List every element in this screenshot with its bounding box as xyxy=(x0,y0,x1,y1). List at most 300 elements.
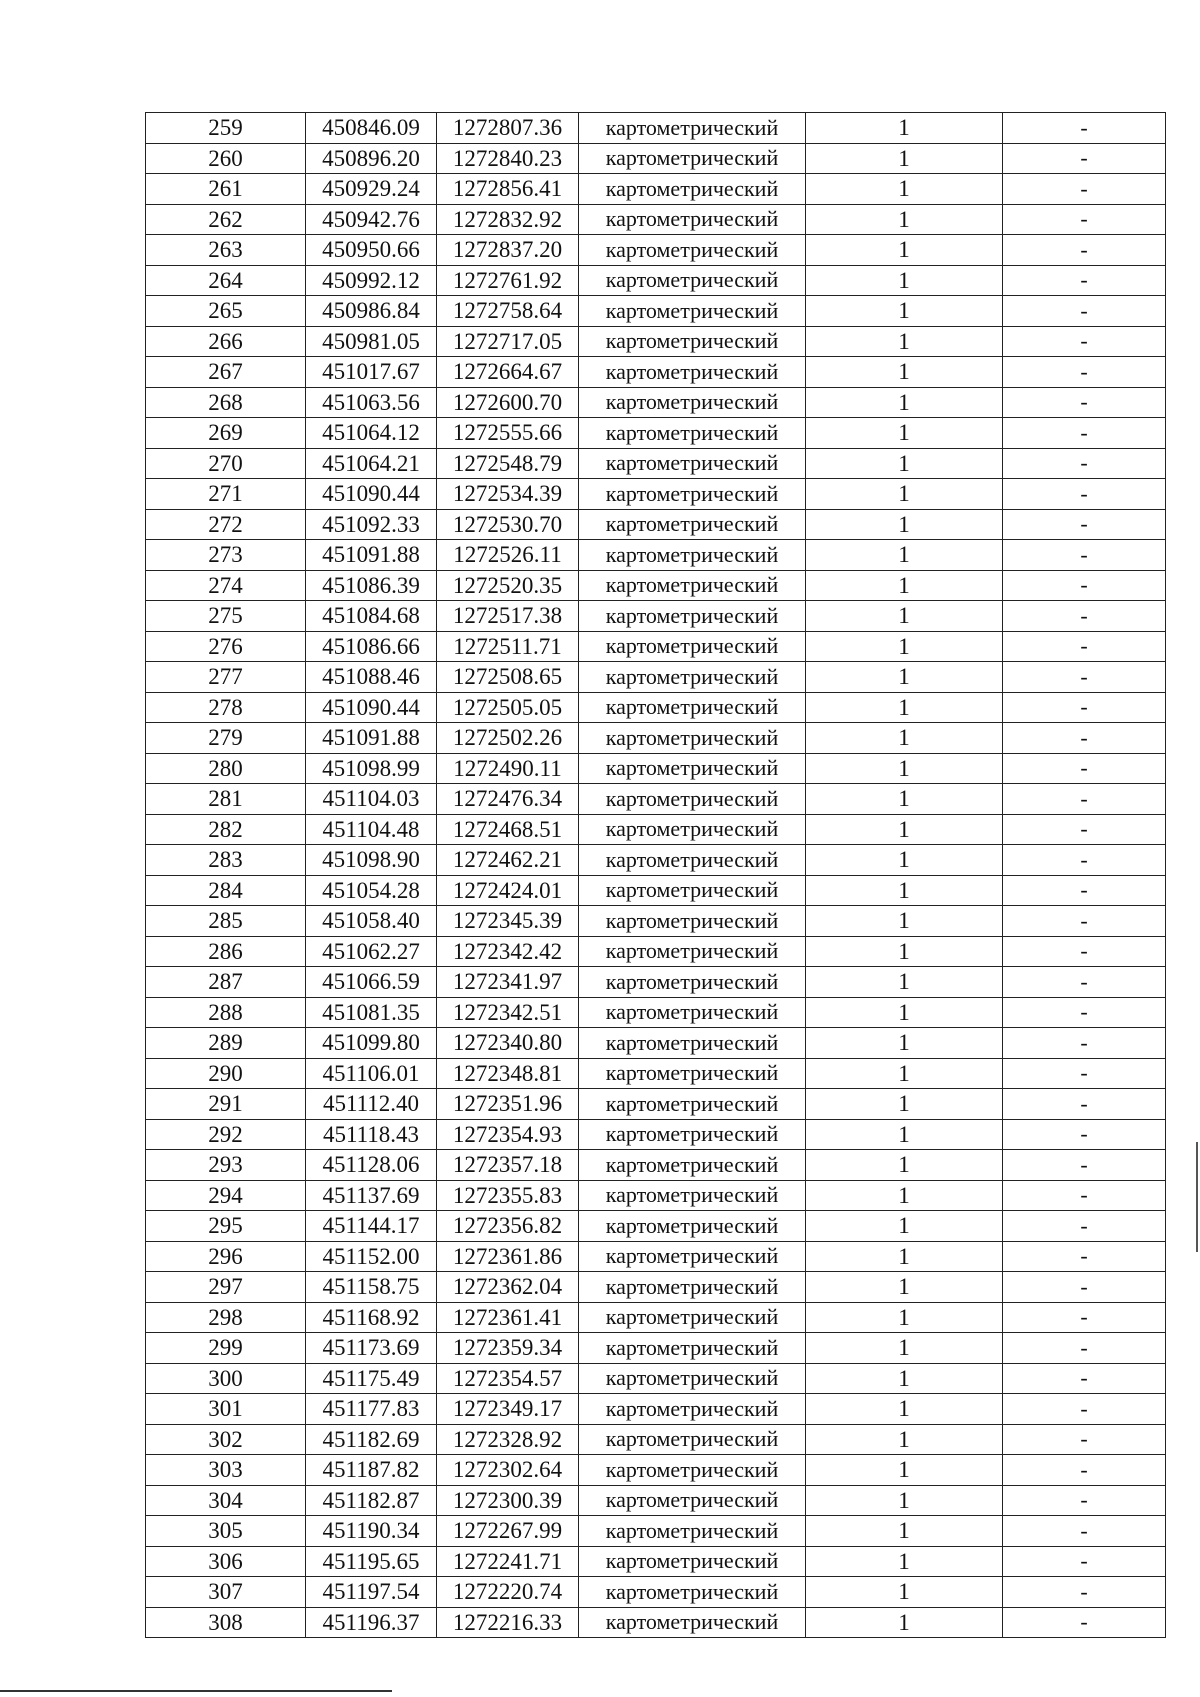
coordinate-x-cell: 450942.76 xyxy=(306,204,437,235)
coordinate-x-cell: 451168.92 xyxy=(306,1302,437,1333)
note-cell: - xyxy=(1003,1150,1166,1181)
accuracy-cell: 1 xyxy=(806,814,1003,845)
table-row xyxy=(146,906,1166,937)
coordinate-y-cell: 1272424.01 xyxy=(437,875,579,906)
accuracy-cell: 1 xyxy=(806,479,1003,510)
table-row xyxy=(146,1150,1166,1181)
table-row xyxy=(146,1028,1166,1059)
table-row xyxy=(146,448,1166,479)
point-number-cell: 270 xyxy=(146,448,306,479)
coordinate-y-cell: 1272832.92 xyxy=(437,204,579,235)
table-row xyxy=(146,1089,1166,1120)
coordinate-x-cell: 451086.66 xyxy=(306,631,437,662)
coordinate-x-cell: 450929.24 xyxy=(306,174,437,205)
note-cell: - xyxy=(1003,875,1166,906)
point-number-cell: 304 xyxy=(146,1485,306,1516)
accuracy-cell: 1 xyxy=(806,845,1003,876)
coordinate-x-cell: 451090.44 xyxy=(306,479,437,510)
table-row xyxy=(146,1180,1166,1211)
point-number-cell: 307 xyxy=(146,1577,306,1608)
coordinate-y-cell: 1272340.80 xyxy=(437,1028,579,1059)
method-cell: картометрический xyxy=(579,418,806,449)
note-cell: - xyxy=(1003,143,1166,174)
table-row xyxy=(146,326,1166,357)
accuracy-cell: 1 xyxy=(806,967,1003,998)
coordinate-y-cell: 1272761.92 xyxy=(437,265,579,296)
point-number-cell: 259 xyxy=(146,113,306,144)
accuracy-cell: 1 xyxy=(806,692,1003,723)
method-cell: картометрический xyxy=(579,967,806,998)
note-cell: - xyxy=(1003,235,1166,266)
accuracy-cell: 1 xyxy=(806,448,1003,479)
coordinate-x-cell: 451118.43 xyxy=(306,1119,437,1150)
table-row xyxy=(146,296,1166,327)
note-cell: - xyxy=(1003,174,1166,205)
method-cell: картометрический xyxy=(579,265,806,296)
table-row xyxy=(146,631,1166,662)
method-cell: картометрический xyxy=(579,540,806,571)
method-cell: картометрический xyxy=(579,1028,806,1059)
point-number-cell: 285 xyxy=(146,906,306,937)
note-cell: - xyxy=(1003,326,1166,357)
point-number-cell: 260 xyxy=(146,143,306,174)
method-cell: картометрический xyxy=(579,997,806,1028)
table-row xyxy=(146,1485,1166,1516)
note-cell: - xyxy=(1003,204,1166,235)
coordinate-y-cell: 1272345.39 xyxy=(437,906,579,937)
accuracy-cell: 1 xyxy=(806,601,1003,632)
method-cell: картометрический xyxy=(579,1180,806,1211)
coordinate-y-cell: 1272511.71 xyxy=(437,631,579,662)
method-cell: картометрический xyxy=(579,143,806,174)
accuracy-cell: 1 xyxy=(806,662,1003,693)
coordinate-y-cell: 1272468.51 xyxy=(437,814,579,845)
note-cell: - xyxy=(1003,723,1166,754)
point-number-cell: 283 xyxy=(146,845,306,876)
note-cell: - xyxy=(1003,1577,1166,1608)
point-number-cell: 296 xyxy=(146,1241,306,1272)
point-number-cell: 281 xyxy=(146,784,306,815)
method-cell: картометрический xyxy=(579,113,806,144)
table-row xyxy=(146,357,1166,388)
table-row xyxy=(146,1394,1166,1425)
table-row xyxy=(146,875,1166,906)
coordinate-x-cell: 451144.17 xyxy=(306,1211,437,1242)
method-cell: картометрический xyxy=(579,845,806,876)
accuracy-cell: 1 xyxy=(806,1516,1003,1547)
method-cell: картометрический xyxy=(579,448,806,479)
coordinate-y-cell: 1272555.66 xyxy=(437,418,579,449)
coordinate-y-cell: 1272526.11 xyxy=(437,540,579,571)
accuracy-cell: 1 xyxy=(806,1119,1003,1150)
point-number-cell: 262 xyxy=(146,204,306,235)
method-cell: картометрический xyxy=(579,1455,806,1486)
coordinate-y-cell: 1272328.92 xyxy=(437,1424,579,1455)
note-cell: - xyxy=(1003,1272,1166,1303)
note-cell: - xyxy=(1003,418,1166,449)
method-cell: картометрический xyxy=(579,1302,806,1333)
method-cell: картометрический xyxy=(579,692,806,723)
method-cell: картометрический xyxy=(579,1516,806,1547)
point-number-cell: 280 xyxy=(146,753,306,784)
method-cell: картометрический xyxy=(579,570,806,601)
table-row xyxy=(146,1211,1166,1242)
method-cell: картометрический xyxy=(579,296,806,327)
coordinate-x-cell: 451090.44 xyxy=(306,692,437,723)
coordinate-y-cell: 1272856.41 xyxy=(437,174,579,205)
table-row xyxy=(146,1241,1166,1272)
coordinate-y-cell: 1272476.34 xyxy=(437,784,579,815)
accuracy-cell: 1 xyxy=(806,418,1003,449)
point-number-cell: 284 xyxy=(146,875,306,906)
point-number-cell: 267 xyxy=(146,357,306,388)
accuracy-cell: 1 xyxy=(806,235,1003,266)
table-row xyxy=(146,723,1166,754)
note-cell: - xyxy=(1003,296,1166,327)
point-number-cell: 271 xyxy=(146,479,306,510)
coordinate-x-cell: 451064.21 xyxy=(306,448,437,479)
note-cell: - xyxy=(1003,1607,1166,1638)
coordinate-y-cell: 1272462.21 xyxy=(437,845,579,876)
coordinate-y-cell: 1272342.51 xyxy=(437,997,579,1028)
method-cell: картометрический xyxy=(579,1119,806,1150)
point-number-cell: 287 xyxy=(146,967,306,998)
coordinate-y-cell: 1272241.71 xyxy=(437,1546,579,1577)
method-cell: картометрический xyxy=(579,1546,806,1577)
coordinates-table-body xyxy=(146,113,1166,1638)
table-row xyxy=(146,1302,1166,1333)
note-cell: - xyxy=(1003,1211,1166,1242)
coordinate-y-cell: 1272517.38 xyxy=(437,601,579,632)
method-cell: картометрический xyxy=(579,753,806,784)
point-number-cell: 290 xyxy=(146,1058,306,1089)
point-number-cell: 301 xyxy=(146,1394,306,1425)
method-cell: картометрический xyxy=(579,1241,806,1272)
method-cell: картометрический xyxy=(579,906,806,937)
method-cell: картометрический xyxy=(579,1089,806,1120)
accuracy-cell: 1 xyxy=(806,1180,1003,1211)
point-number-cell: 277 xyxy=(146,662,306,693)
accuracy-cell: 1 xyxy=(806,1333,1003,1364)
table-row xyxy=(146,1516,1166,1547)
coordinate-x-cell: 451062.27 xyxy=(306,936,437,967)
coordinate-y-cell: 1272490.11 xyxy=(437,753,579,784)
accuracy-cell: 1 xyxy=(806,1058,1003,1089)
table-row xyxy=(146,540,1166,571)
method-cell: картометрический xyxy=(579,1394,806,1425)
coordinate-y-cell: 1272717.05 xyxy=(437,326,579,357)
coordinate-x-cell: 451190.34 xyxy=(306,1516,437,1547)
method-cell: картометрический xyxy=(579,1485,806,1516)
accuracy-cell: 1 xyxy=(806,540,1003,571)
method-cell: картометрический xyxy=(579,723,806,754)
point-number-cell: 303 xyxy=(146,1455,306,1486)
note-cell: - xyxy=(1003,1363,1166,1394)
note-cell: - xyxy=(1003,1485,1166,1516)
note-cell: - xyxy=(1003,1424,1166,1455)
coordinate-x-cell: 451195.65 xyxy=(306,1546,437,1577)
method-cell: картометрический xyxy=(579,357,806,388)
method-cell: картометрический xyxy=(579,479,806,510)
point-number-cell: 289 xyxy=(146,1028,306,1059)
coordinate-y-cell: 1272508.65 xyxy=(437,662,579,693)
point-number-cell: 264 xyxy=(146,265,306,296)
scan-edge-mark xyxy=(1196,1142,1198,1252)
coordinate-y-cell: 1272351.96 xyxy=(437,1089,579,1120)
coordinate-y-cell: 1272341.97 xyxy=(437,967,579,998)
accuracy-cell: 1 xyxy=(806,1089,1003,1120)
coordinate-x-cell: 451086.39 xyxy=(306,570,437,601)
accuracy-cell: 1 xyxy=(806,1455,1003,1486)
accuracy-cell: 1 xyxy=(806,204,1003,235)
accuracy-cell: 1 xyxy=(806,1577,1003,1608)
coordinate-x-cell: 451091.88 xyxy=(306,540,437,571)
table-row xyxy=(146,936,1166,967)
coordinate-x-cell: 451017.67 xyxy=(306,357,437,388)
table-row xyxy=(146,204,1166,235)
method-cell: картометрический xyxy=(579,1577,806,1608)
method-cell: картометрический xyxy=(579,509,806,540)
coordinate-y-cell: 1272216.33 xyxy=(437,1607,579,1638)
table-row xyxy=(146,814,1166,845)
coordinate-x-cell: 451091.88 xyxy=(306,723,437,754)
point-number-cell: 274 xyxy=(146,570,306,601)
coordinate-x-cell: 451064.12 xyxy=(306,418,437,449)
coordinate-y-cell: 1272361.41 xyxy=(437,1302,579,1333)
coordinate-x-cell: 451187.82 xyxy=(306,1455,437,1486)
method-cell: картометрический xyxy=(579,235,806,266)
accuracy-cell: 1 xyxy=(806,1302,1003,1333)
coordinate-x-cell: 451098.99 xyxy=(306,753,437,784)
coordinates-table xyxy=(145,112,1166,1638)
method-cell: картометрический xyxy=(579,1150,806,1181)
coordinate-x-cell: 451063.56 xyxy=(306,387,437,418)
coordinate-x-cell: 451106.01 xyxy=(306,1058,437,1089)
accuracy-cell: 1 xyxy=(806,997,1003,1028)
point-number-cell: 286 xyxy=(146,936,306,967)
coordinate-x-cell: 451099.80 xyxy=(306,1028,437,1059)
method-cell: картометрический xyxy=(579,1607,806,1638)
coordinate-y-cell: 1272807.36 xyxy=(437,113,579,144)
coordinate-y-cell: 1272664.67 xyxy=(437,357,579,388)
method-cell: картометрический xyxy=(579,1424,806,1455)
method-cell: картометрический xyxy=(579,174,806,205)
coordinate-x-cell: 451054.28 xyxy=(306,875,437,906)
note-cell: - xyxy=(1003,1119,1166,1150)
table-row xyxy=(146,997,1166,1028)
table-row xyxy=(146,662,1166,693)
accuracy-cell: 1 xyxy=(806,1272,1003,1303)
coordinate-y-cell: 1272502.26 xyxy=(437,723,579,754)
coordinate-y-cell: 1272534.39 xyxy=(437,479,579,510)
point-number-cell: 299 xyxy=(146,1333,306,1364)
table-row xyxy=(146,265,1166,296)
note-cell: - xyxy=(1003,1333,1166,1364)
accuracy-cell: 1 xyxy=(806,1546,1003,1577)
method-cell: картометрический xyxy=(579,1211,806,1242)
coordinate-y-cell: 1272600.70 xyxy=(437,387,579,418)
coordinate-y-cell: 1272837.20 xyxy=(437,235,579,266)
point-number-cell: 305 xyxy=(146,1516,306,1547)
coordinate-x-cell: 450992.12 xyxy=(306,265,437,296)
coordinate-x-cell: 451128.06 xyxy=(306,1150,437,1181)
coordinate-y-cell: 1272362.04 xyxy=(437,1272,579,1303)
method-cell: картометрический xyxy=(579,875,806,906)
coordinate-x-cell: 451152.00 xyxy=(306,1241,437,1272)
accuracy-cell: 1 xyxy=(806,143,1003,174)
accuracy-cell: 1 xyxy=(806,906,1003,937)
point-number-cell: 291 xyxy=(146,1089,306,1120)
coordinate-x-cell: 450896.20 xyxy=(306,143,437,174)
point-number-cell: 273 xyxy=(146,540,306,571)
note-cell: - xyxy=(1003,1302,1166,1333)
accuracy-cell: 1 xyxy=(806,509,1003,540)
coordinate-y-cell: 1272758.64 xyxy=(437,296,579,327)
accuracy-cell: 1 xyxy=(806,174,1003,205)
point-number-cell: 282 xyxy=(146,814,306,845)
coordinate-y-cell: 1272505.05 xyxy=(437,692,579,723)
coordinate-x-cell: 451081.35 xyxy=(306,997,437,1028)
accuracy-cell: 1 xyxy=(806,1485,1003,1516)
coordinate-x-cell: 451197.54 xyxy=(306,1577,437,1608)
point-number-cell: 308 xyxy=(146,1607,306,1638)
point-number-cell: 297 xyxy=(146,1272,306,1303)
coordinate-x-cell: 450981.05 xyxy=(306,326,437,357)
note-cell: - xyxy=(1003,113,1166,144)
coordinate-y-cell: 1272359.34 xyxy=(437,1333,579,1364)
note-cell: - xyxy=(1003,692,1166,723)
point-number-cell: 298 xyxy=(146,1302,306,1333)
point-number-cell: 302 xyxy=(146,1424,306,1455)
method-cell: картометрический xyxy=(579,1272,806,1303)
note-cell: - xyxy=(1003,1455,1166,1486)
coordinate-x-cell: 451182.87 xyxy=(306,1485,437,1516)
point-number-cell: 300 xyxy=(146,1363,306,1394)
accuracy-cell: 1 xyxy=(806,326,1003,357)
point-number-cell: 266 xyxy=(146,326,306,357)
point-number-cell: 279 xyxy=(146,723,306,754)
coordinate-x-cell: 451173.69 xyxy=(306,1333,437,1364)
note-cell: - xyxy=(1003,357,1166,388)
table-row xyxy=(146,174,1166,205)
coordinate-x-cell: 451092.33 xyxy=(306,509,437,540)
accuracy-cell: 1 xyxy=(806,1211,1003,1242)
note-cell: - xyxy=(1003,997,1166,1028)
table-row xyxy=(146,1577,1166,1608)
point-number-cell: 268 xyxy=(146,387,306,418)
table-row xyxy=(146,143,1166,174)
accuracy-cell: 1 xyxy=(806,1424,1003,1455)
note-cell: - xyxy=(1003,387,1166,418)
method-cell: картометрический xyxy=(579,601,806,632)
point-number-cell: 272 xyxy=(146,509,306,540)
method-cell: картометрический xyxy=(579,662,806,693)
note-cell: - xyxy=(1003,967,1166,998)
note-cell: - xyxy=(1003,906,1166,937)
note-cell: - xyxy=(1003,448,1166,479)
accuracy-cell: 1 xyxy=(806,723,1003,754)
method-cell: картометрический xyxy=(579,784,806,815)
note-cell: - xyxy=(1003,1546,1166,1577)
table-row xyxy=(146,845,1166,876)
accuracy-cell: 1 xyxy=(806,113,1003,144)
table-row xyxy=(146,479,1166,510)
coordinate-y-cell: 1272361.86 xyxy=(437,1241,579,1272)
accuracy-cell: 1 xyxy=(806,387,1003,418)
table-row xyxy=(146,418,1166,449)
table-row xyxy=(146,509,1166,540)
point-number-cell: 265 xyxy=(146,296,306,327)
note-cell: - xyxy=(1003,265,1166,296)
coordinate-x-cell: 451196.37 xyxy=(306,1607,437,1638)
note-cell: - xyxy=(1003,1516,1166,1547)
table-row xyxy=(146,1546,1166,1577)
coordinate-y-cell: 1272548.79 xyxy=(437,448,579,479)
note-cell: - xyxy=(1003,631,1166,662)
accuracy-cell: 1 xyxy=(806,296,1003,327)
point-number-cell: 288 xyxy=(146,997,306,1028)
coordinate-x-cell: 451058.40 xyxy=(306,906,437,937)
coordinate-y-cell: 1272348.81 xyxy=(437,1058,579,1089)
point-number-cell: 275 xyxy=(146,601,306,632)
coordinate-y-cell: 1272300.39 xyxy=(437,1485,579,1516)
method-cell: картометрический xyxy=(579,387,806,418)
note-cell: - xyxy=(1003,1058,1166,1089)
note-cell: - xyxy=(1003,1394,1166,1425)
method-cell: картометрический xyxy=(579,936,806,967)
note-cell: - xyxy=(1003,509,1166,540)
note-cell: - xyxy=(1003,1180,1166,1211)
method-cell: картометрический xyxy=(579,1058,806,1089)
note-cell: - xyxy=(1003,662,1166,693)
method-cell: картометрический xyxy=(579,326,806,357)
point-number-cell: 292 xyxy=(146,1119,306,1150)
coordinate-x-cell: 451104.03 xyxy=(306,784,437,815)
accuracy-cell: 1 xyxy=(806,1150,1003,1181)
coordinate-x-cell: 451175.49 xyxy=(306,1363,437,1394)
note-cell: - xyxy=(1003,784,1166,815)
accuracy-cell: 1 xyxy=(806,1241,1003,1272)
coordinate-y-cell: 1272840.23 xyxy=(437,143,579,174)
coordinate-x-cell: 451158.75 xyxy=(306,1272,437,1303)
note-cell: - xyxy=(1003,540,1166,571)
point-number-cell: 261 xyxy=(146,174,306,205)
accuracy-cell: 1 xyxy=(806,875,1003,906)
accuracy-cell: 1 xyxy=(806,1363,1003,1394)
table-row xyxy=(146,570,1166,601)
table-row xyxy=(146,1607,1166,1638)
accuracy-cell: 1 xyxy=(806,1028,1003,1059)
table-row xyxy=(146,1272,1166,1303)
method-cell: картометрический xyxy=(579,814,806,845)
note-cell: - xyxy=(1003,814,1166,845)
accuracy-cell: 1 xyxy=(806,570,1003,601)
coordinate-y-cell: 1272530.70 xyxy=(437,509,579,540)
coordinate-y-cell: 1272342.42 xyxy=(437,936,579,967)
table-row xyxy=(146,753,1166,784)
coordinate-x-cell: 451112.40 xyxy=(306,1089,437,1120)
accuracy-cell: 1 xyxy=(806,753,1003,784)
point-number-cell: 263 xyxy=(146,235,306,266)
accuracy-cell: 1 xyxy=(806,784,1003,815)
table-row xyxy=(146,1058,1166,1089)
accuracy-cell: 1 xyxy=(806,357,1003,388)
coordinate-x-cell: 451137.69 xyxy=(306,1180,437,1211)
coordinate-y-cell: 1272302.64 xyxy=(437,1455,579,1486)
coordinate-x-cell: 451084.68 xyxy=(306,601,437,632)
point-number-cell: 278 xyxy=(146,692,306,723)
coordinate-x-cell: 451098.90 xyxy=(306,845,437,876)
